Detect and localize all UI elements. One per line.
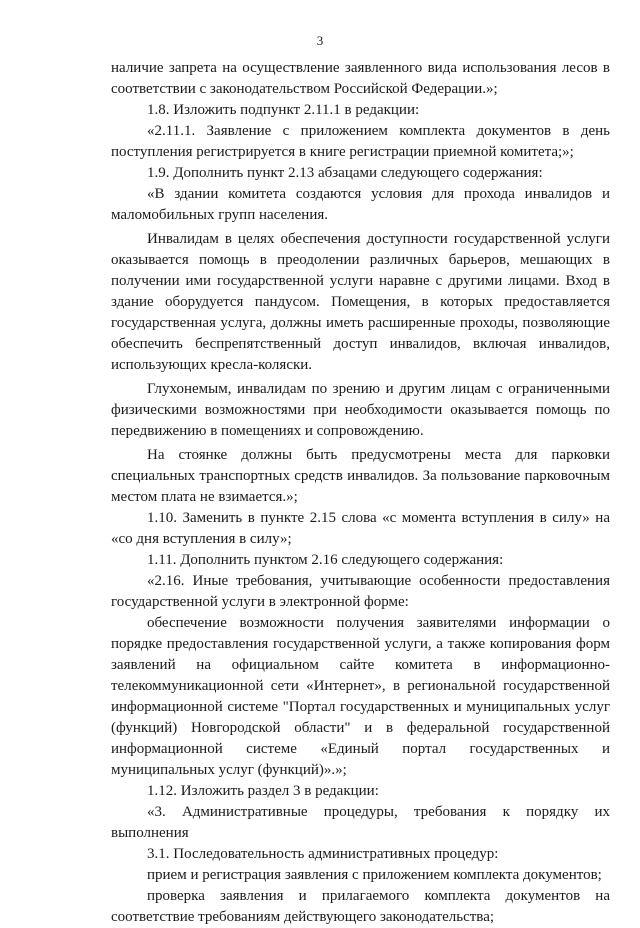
- paragraph-2: 1.8. Изложить подпункт 2.11.1 в редакции:: [147, 102, 420, 118]
- paragraph-4: 1.9. Дополнить пункт 2.13 абзацами следующего содержания:: [147, 165, 543, 181]
- paragraph-13: 1.12. Изложить раздел 3 в редакции:: [147, 783, 379, 799]
- paragraph-9: 1.10. Заменить в пункте 2.15 слова «с момента вступления в силу» на «со дня вступления в силу»;: [111, 510, 610, 547]
- paragraph-8: На стоянке должны быть предусмотрены места для парковки специальных транспортных средств инвалидов. За пользование парковочным местом плата не взимается.»;: [111, 447, 610, 505]
- paragraph-6: Инвалидам в целях обеспечения доступности государственной услуги оказывается помощь в преодолении различных барьеров, мешающих в получении ими государственной услуги наравне с другими лицами. Вход в здание оборудуется пандусом. Помещения, в которых предоставляется государственная услуга, должны иметь расширенные проходы, позволяющие обеспечить беспрепятственный доступ инвалидов, включая инвалидов, использующих кресла-коляски.: [111, 231, 610, 373]
- paragraph-12: обеспечение возможности получения заявителями информации о порядке предоставления государственной услуги, а также копирования форм заявлений на официальном сайте комитета в информационно-телекоммуникационной сети «Интернет», в региональной государственной информационной системе "Портал государственных и муниципальных услуг (функций) Новгородской области" и в федеральной государственной информационной системе «Единый портал государственных и муниципальных услуг (функций)».»;: [111, 615, 610, 778]
- paragraph-16: прием и регистрация заявления с приложением комплекта документов;: [147, 867, 602, 883]
- paragraph-14: «3. Административные процедуры, требования к порядку их выполнения: [111, 804, 610, 841]
- paragraph-17: проверка заявления и прилагаемого комплекта документов на соответствие требованиям действующего законодательства;: [111, 888, 610, 925]
- paragraph-15: 3.1. Последовательность административных процедур:: [147, 846, 499, 862]
- paragraph-11: «2.16. Иные требования, учитывающие особенности предоставления государственной услуги в электронной форме:: [111, 573, 610, 610]
- document-body: [111, 58, 610, 928]
- page-number: 3: [316, 33, 324, 48]
- paragraph-1: наличие запрета на осуществление заявленного вида использования лесов в соответствии с законодательством Российской Федерации.»;: [111, 60, 610, 97]
- paragraph-5: «В здании комитета создаются условия для прохода инвалидов и маломобильных групп населения.: [111, 186, 610, 223]
- paragraph-10: 1.11. Дополнить пунктом 2.16 следующего содержания:: [147, 552, 504, 568]
- paragraph-3: «2.11.1. Заявление с приложением комплекта документов в день поступления регистрируется в книге регистрации приемной комитета;»;: [111, 123, 610, 160]
- paragraph-7: Глухонемым, инвалидам по зрению и другим лицам с ограниченными физическими возможностями при необходимости оказывается помощь по передвижению в помещениях и сопровождению.: [111, 381, 610, 439]
